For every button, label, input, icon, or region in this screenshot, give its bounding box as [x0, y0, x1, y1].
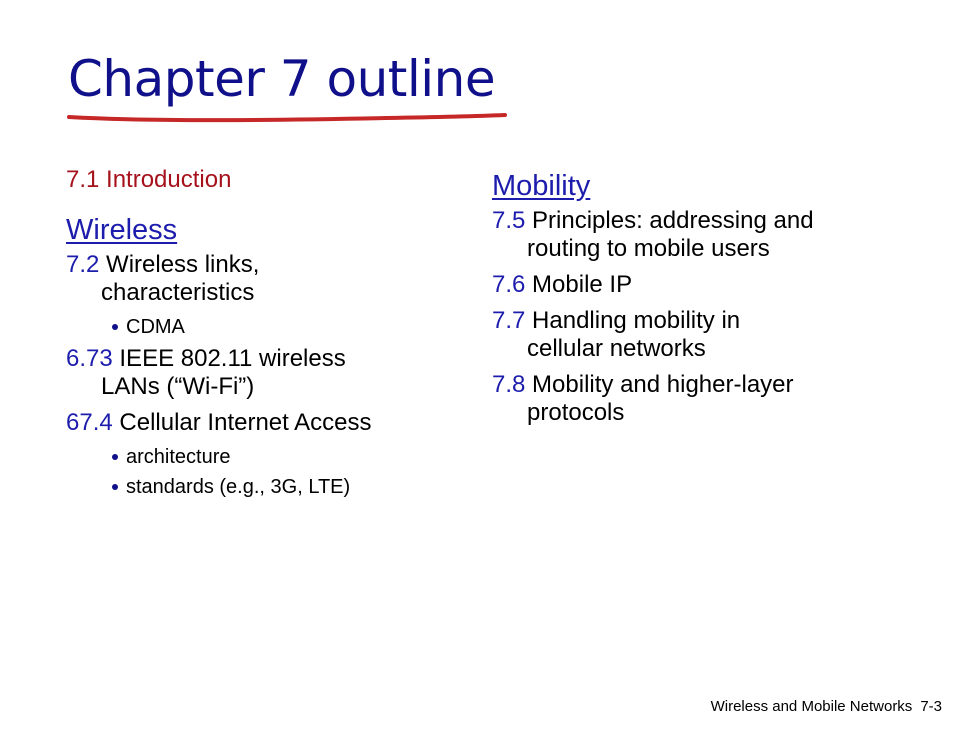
slide-title: Chapter 7 outline: [68, 50, 496, 108]
item-67-4: 67.4 Cellular Internet Access: [66, 409, 372, 436]
item-6-73: 6.73 IEEE 802.11 wireless LANs (“Wi-Fi”): [66, 345, 346, 400]
bullet-cdma: CDMA: [66, 313, 486, 341]
page-number: 7-3: [920, 698, 942, 715]
title-underline: [66, 108, 511, 124]
bullet-architecture: architecture: [66, 443, 486, 471]
bullet-dot-icon: [112, 454, 118, 460]
item-7-2: 7.2 Wireless links, characteristics: [66, 251, 260, 306]
wireless-heading: Wireless: [66, 214, 178, 246]
intro-item: 7.1 Introduction: [66, 166, 232, 193]
right-column: [492, 170, 962, 427]
item-7-7: 7.7 Handling mobility in cellular networks: [492, 307, 741, 362]
footer-label: Wireless and Mobile Networks: [710, 698, 913, 715]
bullet-dot-icon: [112, 324, 118, 330]
bullet-standards: standards (e.g., 3G, LTE): [66, 473, 486, 501]
item-7-8: 7.8 Mobility and higher-layer protocols: [492, 371, 794, 426]
bullet-dot-icon: [112, 484, 118, 490]
item-7-5: 7.5 Principles: addressing and routing to mobile users: [492, 207, 814, 262]
left-column: [66, 166, 486, 501]
item-7-6: 7.6 Mobile IP: [492, 271, 633, 298]
slide-footer: [711, 698, 942, 715]
mobility-heading: Mobility: [492, 170, 591, 202]
